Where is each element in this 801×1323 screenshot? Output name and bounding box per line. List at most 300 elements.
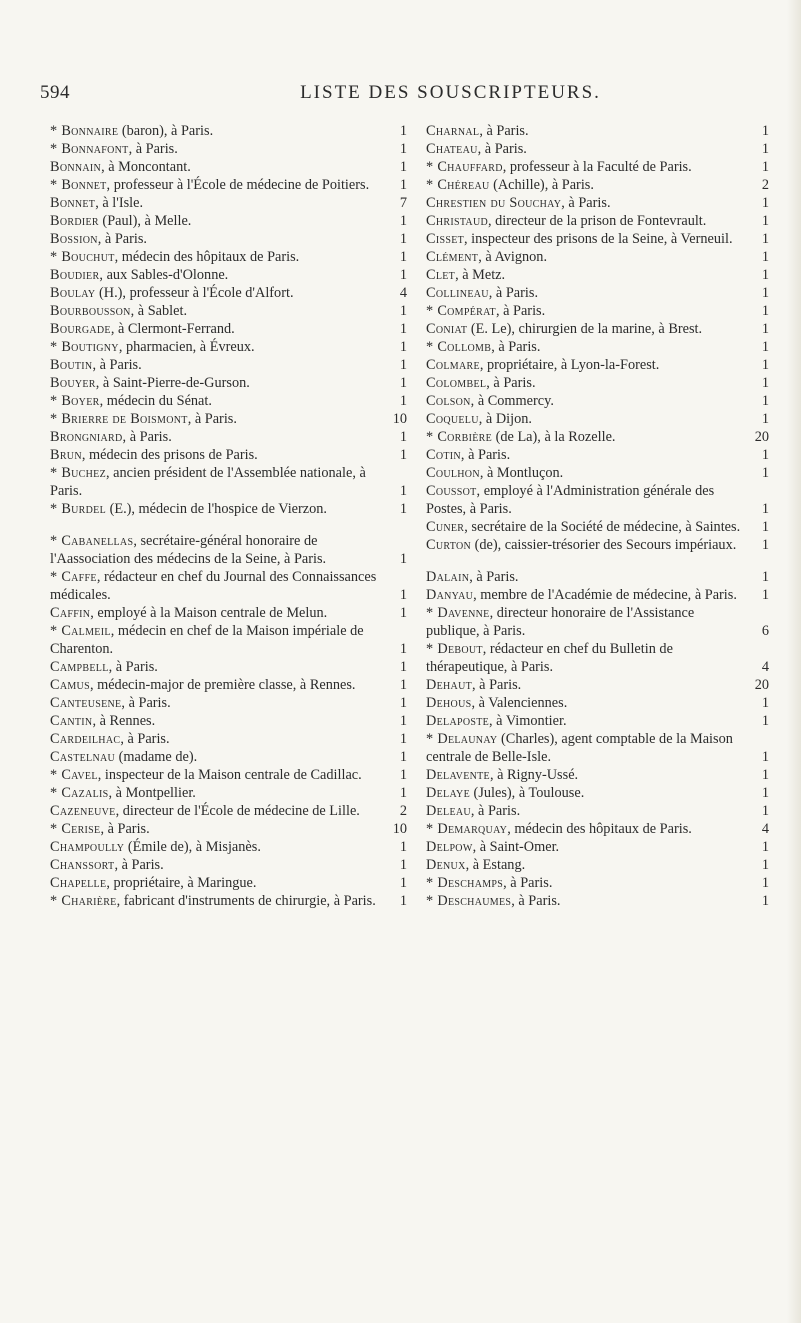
subscriber-entry [50, 712, 407, 730]
subscriber-details: , à Paris. [114, 857, 164, 873]
subscriber-details: , médecin des hôpitaux de Paris. [114, 249, 300, 265]
subscriber-details: , à l'Isle. [95, 195, 144, 211]
subscriber-name: Christaud [426, 213, 488, 229]
subscription-count: 1 [399, 857, 407, 873]
subscription-count: 1 [399, 123, 407, 139]
subscription-count: 1 [761, 875, 769, 891]
subscriber-name: * Burdel [50, 501, 106, 517]
subscriber-entry [426, 676, 769, 694]
subscription-count: 1 [761, 267, 769, 283]
subscription-count: 1 [399, 303, 407, 319]
subscriber-details: (H.), professeur à l'École d'Alfort. [95, 285, 294, 301]
subscription-count: 1 [399, 605, 407, 621]
subscriber-name: * Cerise [50, 821, 101, 837]
subscriber-entry [426, 838, 769, 856]
subscriber-name: Colmare [426, 357, 480, 373]
subscriber-entry [50, 140, 407, 158]
subscriber-name: Coulhon [426, 465, 480, 481]
subscriber-name: * Bouchut [50, 249, 115, 265]
subscription-count: 1 [399, 695, 407, 711]
subscriber-name: * Caffe [50, 569, 97, 585]
subscriber-name: * Boyer [50, 393, 100, 409]
page-header [40, 82, 761, 112]
subscriber-entry [426, 586, 769, 604]
subscription-count: 1 [761, 569, 769, 585]
subscriber-entry [426, 568, 769, 586]
subscriber-details: , membre de l'Académie de médecine, à Paris. [473, 587, 737, 603]
subscriber-entry [50, 428, 407, 446]
subscriber-name: Boudier [50, 267, 100, 283]
subscriber-name: Bossion [50, 231, 98, 247]
subscriber-name: * Brierre de Boismont [50, 411, 188, 427]
subscriber-entry [50, 622, 407, 658]
subscription-count: 10 [392, 821, 407, 837]
subscriber-name: * Buchez [50, 465, 106, 481]
subscription-count: 10 [392, 411, 407, 427]
subscriber-details: , à Paris. [97, 231, 148, 247]
running-title: LISTE DES SOUSCRIPTEURS. [300, 82, 601, 103]
subscription-count: 1 [399, 159, 407, 175]
subscription-count: 1 [399, 785, 407, 801]
subscription-count: 7 [399, 195, 407, 211]
subscriber-entry [426, 338, 769, 356]
subscriber-entry [426, 892, 769, 910]
subscriber-entry [50, 766, 407, 784]
subscription-count: 1 [761, 713, 769, 729]
subscriber-entry [426, 320, 769, 338]
subscription-count: 1 [761, 411, 769, 427]
subscription-count: 1 [761, 857, 769, 873]
subscriber-entry [50, 856, 407, 874]
subscription-count: 1 [761, 501, 769, 517]
subscriber-details: , à Sablet. [130, 303, 188, 319]
subscriber-entry [50, 730, 407, 748]
subscriber-name: Chateau [426, 141, 478, 157]
subscriber-name: Collineau [426, 285, 489, 301]
subscriber-name: Campbell [50, 659, 109, 675]
subscriber-name: Boutin [50, 357, 93, 373]
subscriber-entry [50, 892, 407, 910]
subscriber-details: , médecin-major de première classe, à Rennes. [89, 677, 356, 693]
subscriber-details: (baron), à Paris. [118, 123, 214, 139]
subscriber-name: Cisset [426, 231, 465, 247]
subscription-count: 2 [399, 803, 407, 819]
subscriber-details: , directeur honoraire de l'Assistance publique, à Paris. [426, 605, 695, 639]
subscriber-details: , à Paris. [120, 731, 170, 747]
subscriber-details: , employé à l'Administration générale des Postes, à Paris. [426, 483, 715, 517]
subscriber-entry [426, 212, 769, 230]
subscriber-name: Cardeilhac [50, 731, 121, 747]
subscription-count: 1 [761, 375, 769, 391]
subscription-count: 1 [399, 875, 407, 891]
subscription-count: 1 [761, 803, 769, 819]
subscriber-details: , propriétaire, à Lyon-la-Forest. [479, 357, 660, 373]
subscriber-entry [426, 194, 769, 212]
subscriber-name: Delavente [426, 767, 490, 783]
subscriber-name: * Cavel [50, 767, 98, 783]
subscriber-name: Caffin [50, 605, 91, 621]
subscription-count: 1 [761, 231, 769, 247]
subscriber-entry [426, 230, 769, 248]
subscriber-entry [50, 500, 407, 518]
subscriber-details: (Charles), agent comptable de la Maison centrale de Belle-Isle. [426, 731, 733, 765]
subscriber-name: Cantin [50, 713, 93, 729]
subscriber-details: , rédacteur en chef du Bulletin de thérapeutique, à Paris. [426, 641, 673, 675]
subscriber-entry [426, 428, 769, 446]
subscriber-name: Charnal [426, 123, 480, 139]
subscriber-details: , professeur à la Faculté de Paris. [502, 159, 692, 175]
subscriber-details: , pharmacien, à Évreux. [118, 339, 255, 355]
subscription-count: 1 [399, 357, 407, 373]
subscriber-name: Danyau [426, 587, 474, 603]
subscriber-entry [426, 392, 769, 410]
subscriber-name: Brun [50, 447, 82, 463]
subscription-count: 1 [399, 321, 407, 337]
subscriber-entry [50, 176, 407, 194]
subscription-count: 1 [399, 267, 407, 283]
subscription-count: 1 [761, 357, 769, 373]
subscriber-details: (Achille), à Paris. [489, 177, 594, 193]
subscriber-name: Deleau [426, 803, 471, 819]
subscriber-name: Bonnet [50, 195, 96, 211]
subscriber-entry [50, 122, 407, 140]
subscriber-entry [50, 248, 407, 266]
subscriber-details: , secrétaire de la Société de médecine, à Saintes. [464, 519, 741, 535]
subscriber-details: , à Paris. [486, 375, 536, 391]
subscription-count: 1 [399, 641, 407, 657]
subscriber-name: Camus [50, 677, 90, 693]
subscriber-entry [50, 320, 407, 338]
subscriber-entry [50, 230, 407, 248]
subscriber-details: , à Montpellier. [108, 785, 196, 801]
subscriber-name: * Bonnet [50, 177, 107, 193]
subscriber-name: Colombel [426, 375, 487, 391]
subscription-count: 1 [399, 731, 407, 747]
subscription-count: 1 [399, 659, 407, 675]
subscriber-name: Bouyer [50, 375, 96, 391]
subscriber-name: Delpow [426, 839, 473, 855]
subscriber-details: , à Paris. [128, 141, 178, 157]
subscriber-name: Chanssort [50, 857, 115, 873]
subscriber-name: * Debout [426, 641, 483, 657]
subscriber-details: , secrétaire-général honoraire de l'Aassociation des médecins de la Seine, à Paris. [50, 533, 327, 567]
subscriber-name: Coquelu [426, 411, 479, 427]
subscriber-entry [426, 374, 769, 392]
subscriber-details: , à Saint-Pierre-de-Gurson. [95, 375, 250, 391]
subscriber-entry [50, 748, 407, 766]
subscription-count: 4 [761, 659, 769, 675]
subscription-count: 1 [761, 767, 769, 783]
subscriber-name: Chrestien du Souchay [426, 195, 562, 211]
subscription-count: 1 [761, 195, 769, 211]
subscriber-entry [50, 604, 407, 622]
subscriber-entry [426, 158, 769, 176]
subscriber-name: Coniat [426, 321, 468, 337]
subscriber-details: , à Paris. [92, 357, 142, 373]
page-number: 594 [40, 82, 70, 103]
subscriber-details: , à Dijon. [478, 411, 532, 427]
subscription-count: 1 [399, 677, 407, 693]
subscriber-name: Dehous [426, 695, 472, 711]
subscriber-entry [50, 464, 407, 500]
left-column [50, 122, 407, 910]
subscriber-details: , inspecteur de la Maison centrale de Cadillac. [97, 767, 362, 783]
subscriber-entry [426, 140, 769, 158]
subscription-count: 1 [399, 213, 407, 229]
subscriber-name: Clément [426, 249, 479, 265]
subscriber-details: , médecin des hôpitaux de Paris. [507, 821, 692, 837]
subscription-count: 1 [761, 465, 769, 481]
subscriber-entry [426, 410, 769, 428]
subscriber-details: , à Paris. [488, 285, 539, 301]
subscription-count: 1 [399, 749, 407, 765]
subscriber-name: Chapelle [50, 875, 107, 891]
subscription-count: 1 [399, 375, 407, 391]
subscriber-name: * Deschamps [426, 875, 504, 891]
subscriber-details: , à Paris. [561, 195, 611, 211]
subscriber-details: , à Paris. [511, 893, 561, 909]
subscriber-entry [426, 284, 769, 302]
subscription-count: 1 [761, 123, 769, 139]
subscription-count: 1 [761, 893, 769, 909]
page-edge-shadow [787, 0, 801, 1323]
subscriber-name: Boulay [50, 285, 96, 301]
subscriber-details: , à Estang. [465, 857, 526, 873]
subscriber-details: , médecin des prisons de Paris. [81, 447, 258, 463]
subscriber-details: (madame de). [115, 749, 198, 765]
subscription-count: 1 [761, 537, 769, 553]
subscriber-details: , à Paris. [108, 659, 158, 675]
subscriber-details: (Émile de), à Misjanès. [124, 839, 261, 855]
subscription-count: 1 [761, 213, 769, 229]
subscriber-details: (E. Le), chirurgien de la marine, à Brest. [467, 321, 703, 337]
subscriber-entry [50, 838, 407, 856]
subscriber-details: (de La), à la Rozelle. [492, 429, 616, 445]
subscriber-name: Bourgade [50, 321, 111, 337]
subscriber-entry [50, 694, 407, 712]
subscriber-entry [426, 730, 769, 766]
subscriber-details: , à Montluçon. [479, 465, 564, 481]
subscription-count: 1 [761, 285, 769, 301]
subscriber-entry [50, 392, 407, 410]
subscriber-entry [426, 266, 769, 284]
subscription-count: 1 [761, 249, 769, 265]
subscriber-details: , professeur à l'École de médecine de Poitiers. [106, 177, 370, 193]
subscriber-name: Cuner [426, 519, 465, 535]
subscriber-entry [426, 248, 769, 266]
subscriber-entry [50, 302, 407, 320]
subscriber-details: , fabricant d'instruments de chirurgie, à Paris. [116, 893, 376, 909]
subscriber-name: Clet [426, 267, 456, 283]
subscriber-entry [50, 820, 407, 838]
subscriber-details: , à Rigny-Ussé. [489, 767, 579, 783]
subscriber-details: , employé à la Maison centrale de Melun. [90, 605, 328, 621]
subscription-count: 1 [761, 159, 769, 175]
subscriber-name: * Cabanellas [50, 533, 134, 549]
subscription-count: 1 [399, 447, 407, 463]
subscriber-name: * Boutigny [50, 339, 119, 355]
subscriber-details: , à Paris. [495, 303, 546, 319]
subscription-count: 1 [761, 141, 769, 157]
subscriber-details: , médecin en chef de la Maison impériale de Charenton. [50, 623, 364, 657]
subscriber-name: * Deschaumes [426, 893, 512, 909]
subscriber-entry [50, 446, 407, 464]
subscriber-entry [50, 356, 407, 374]
subscriber-details: , à Paris. [477, 141, 527, 157]
subscriber-name: * Davenne [426, 605, 490, 621]
subscription-count: 1 [399, 551, 407, 567]
subscriber-entry [426, 712, 769, 730]
subscription-count: 1 [399, 767, 407, 783]
subscriber-entry [426, 820, 769, 838]
subscription-count: 20 [754, 677, 769, 693]
subscriber-details: , à Paris. [472, 677, 522, 693]
subscriber-name: Colson [426, 393, 471, 409]
subscription-count: 1 [761, 303, 769, 319]
subscriber-details: (E.), médecin de l'hospice de Vierzon. [106, 501, 327, 517]
subscriber-name: * Demarquay [426, 821, 508, 837]
subscription-count: 1 [399, 393, 407, 409]
subscription-count: 1 [399, 893, 407, 909]
subscriber-entry [50, 374, 407, 392]
subscription-count: 1 [761, 695, 769, 711]
subscription-count: 1 [761, 839, 769, 855]
subscriber-details: , à Paris. [479, 123, 529, 139]
subscriber-entry [426, 640, 769, 676]
subscriber-entry [50, 266, 407, 284]
subscriber-name: * Compérat [426, 303, 496, 319]
subscription-count: 2 [761, 177, 769, 193]
subscription-count: 1 [399, 587, 407, 603]
subscriber-details: , à Moncontant. [101, 159, 191, 175]
subscription-count: 1 [761, 749, 769, 765]
subscription-count: 1 [761, 447, 769, 463]
subscriber-details: , à Valenciennes. [471, 695, 568, 711]
subscriber-name: Castelnau [50, 749, 116, 765]
subscriber-entry [50, 874, 407, 892]
subscriber-entry [426, 446, 769, 464]
subscriber-details: (Jules), à Toulouse. [469, 785, 585, 801]
subscriber-entry [50, 784, 407, 802]
subscriber-entry [426, 802, 769, 820]
subscriber-name: Bourbousson [50, 303, 131, 319]
subscriber-name: * Calmeil [50, 623, 111, 639]
subscriber-details: (Paul), à Melle. [98, 213, 192, 229]
subscription-count: 20 [754, 429, 769, 445]
subscriber-details: , directeur de l'École de médecine de Lille. [115, 803, 360, 819]
subscriber-details: , à Paris. [121, 695, 171, 711]
subscriber-entry [50, 568, 407, 604]
subscriber-name: Champoully [50, 839, 125, 855]
subscriber-name: Dalain [426, 569, 470, 585]
subscriber-name: Delaye [426, 785, 470, 801]
subscriber-name: Coussot [426, 483, 477, 499]
subscriber-entry [426, 518, 769, 536]
subscriber-entry [426, 302, 769, 320]
subscription-count: 1 [399, 177, 407, 193]
subscriber-entry [50, 802, 407, 820]
subscription-count: 1 [761, 587, 769, 603]
subscriber-entry [426, 536, 769, 554]
subscriber-entry [426, 874, 769, 892]
subscriber-details: , médecin du Sénat. [99, 393, 212, 409]
subscriber-entry [426, 784, 769, 802]
subscriber-details: , à Paris. [460, 447, 511, 463]
right-column [426, 122, 769, 910]
subscriber-details: , rédacteur en chef du Journal des Connaissances médicales. [50, 569, 377, 603]
subscriber-details: , à Paris. [100, 821, 150, 837]
subscriber-details: , à Paris. [187, 411, 237, 427]
subscription-count: 1 [399, 501, 407, 517]
subscriber-name: Brongniard [50, 429, 123, 445]
subscription-count: 1 [761, 519, 769, 535]
subscriber-entry [426, 604, 769, 640]
subscription-count: 1 [399, 141, 407, 157]
subscriber-name: Bordier [50, 213, 99, 229]
subscription-count: 1 [399, 231, 407, 247]
subscriber-name: Dehaut [426, 677, 473, 693]
subscriber-name: * Cazalis [50, 785, 109, 801]
subscription-count: 1 [761, 785, 769, 801]
subscriber-entry [50, 194, 407, 212]
subscriber-entry [50, 676, 407, 694]
subscription-count: 1 [761, 339, 769, 355]
subscriber-entry [426, 694, 769, 712]
subscriber-name: * Chauffard [426, 159, 503, 175]
subscriber-details: , à Vimontier. [489, 713, 567, 729]
subscriber-details: , inspecteur des prisons de la Seine, à Verneuil. [464, 231, 733, 247]
subscriber-details: , ancien président de l'Assemblée nationale, à Paris. [50, 465, 366, 499]
subscriber-details: (de), caissier-trésorier des Secours impériaux. [471, 537, 737, 553]
subscriber-entry [50, 532, 407, 568]
subscriber-entry [50, 658, 407, 676]
subscription-count: 1 [399, 713, 407, 729]
subscriber-details: , à Clermont-Ferrand. [110, 321, 235, 337]
subscriber-entry [426, 122, 769, 140]
subscriber-name: * Bonnafont [50, 141, 129, 157]
subscriber-details: , à Saint-Omer. [472, 839, 560, 855]
subscriber-name: Denux [426, 857, 466, 873]
subscriber-entry [426, 856, 769, 874]
subscriber-name: Cazeneuve [50, 803, 116, 819]
subscription-count: 4 [761, 821, 769, 837]
subscription-count: 1 [399, 429, 407, 445]
subscriber-name: * Chéreau [426, 177, 490, 193]
subscription-count: 1 [761, 393, 769, 409]
subscription-count: 1 [399, 483, 407, 499]
subscriber-entry [426, 356, 769, 374]
subscription-count: 1 [399, 249, 407, 265]
subscriber-details: , à Rennes. [92, 713, 156, 729]
subscriber-entry [426, 464, 769, 482]
subscription-count: 1 [399, 339, 407, 355]
subscription-count: 4 [399, 285, 407, 301]
subscriber-details: , à Paris. [470, 803, 521, 819]
subscriber-name: Cotin [426, 447, 461, 463]
subscriber-name: Delaposte [426, 713, 490, 729]
subscriber-name: Canteusene [50, 695, 122, 711]
subscriber-entry [426, 766, 769, 784]
subscriber-name: * Charière [50, 893, 117, 909]
subscriber-entry [50, 410, 407, 428]
subscriber-details: , à Paris. [469, 569, 519, 585]
subscription-count: 6 [761, 623, 769, 639]
subscriber-name: Bonnain [50, 159, 102, 175]
subscription-count: 1 [399, 839, 407, 855]
subscriber-details: , à Avignon. [478, 249, 548, 265]
subscriber-name: * Collomb [426, 339, 492, 355]
subscriber-details: , à Paris. [122, 429, 172, 445]
